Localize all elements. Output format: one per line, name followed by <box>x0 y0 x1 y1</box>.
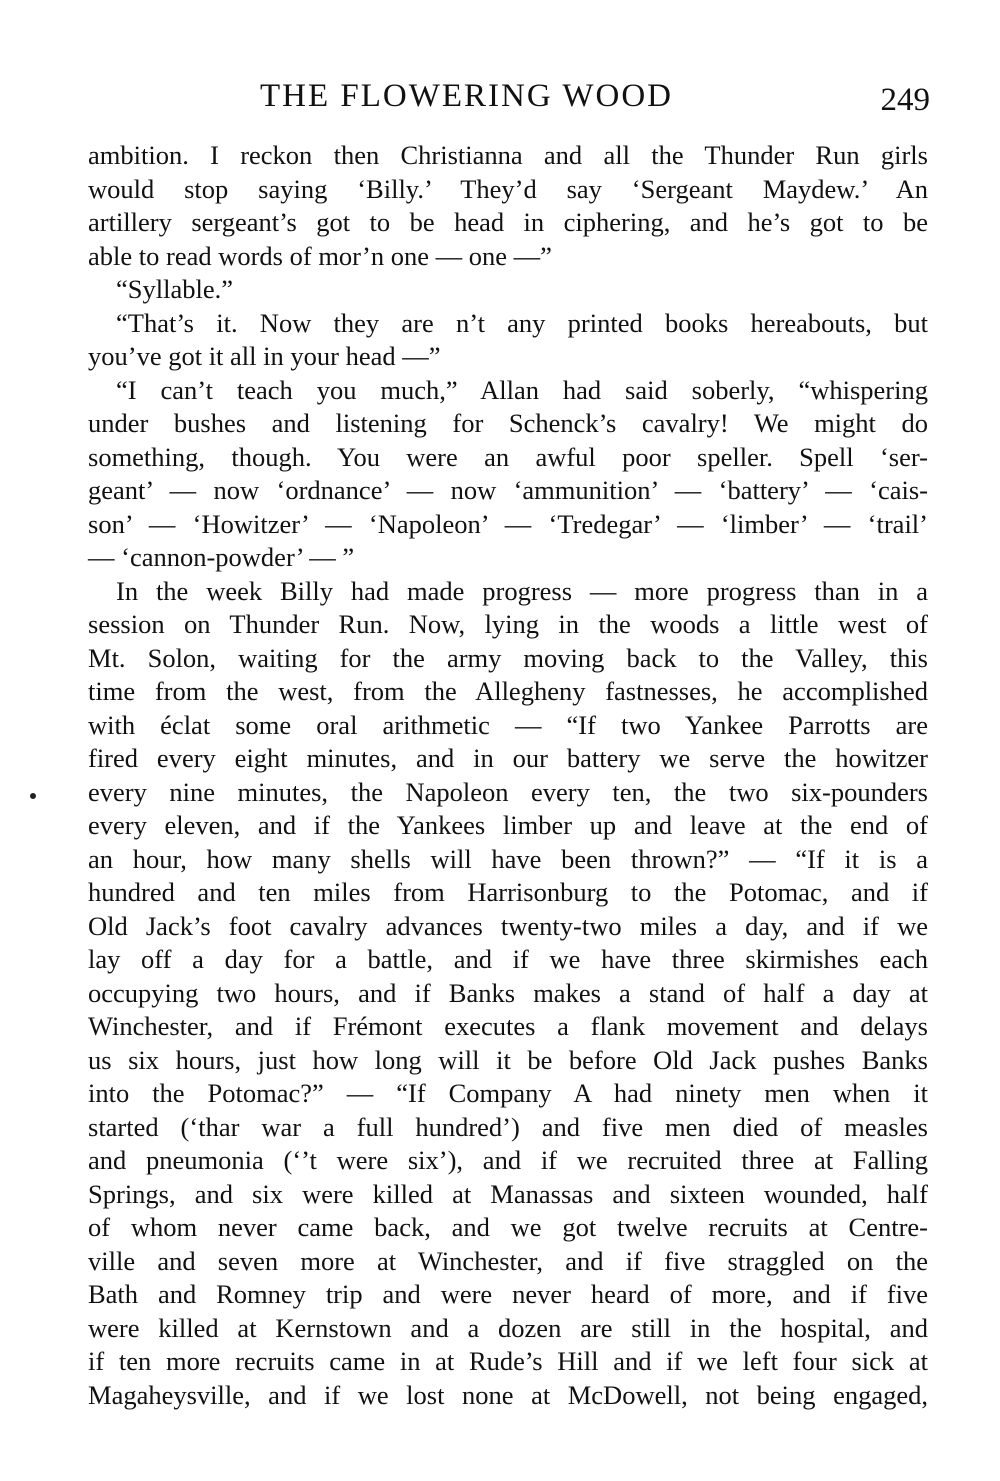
text-line: would stop saying ‘Billy.’ They’d say ‘Sergeant Maydew.’ An <box>88 173 928 204</box>
text-line: — ‘cannon-powder’ — ” <box>88 542 355 572</box>
text-line: geant’ — now ‘ordnance’ — now ‘ammunition’ — ‘battery’ — ‘cais- <box>88 475 928 505</box>
text-line: fired every eight minutes, and in our battery we serve the howitzer <box>88 743 928 773</box>
text-line: Old Jack’s foot cavalry advances twenty-two miles a day, and if we <box>88 910 928 941</box>
text-line: In the week Billy had made progress — more progress than in a <box>116 575 928 606</box>
text-line: of whom never came back, and we got twelve recruits at Centre- <box>88 1212 928 1242</box>
text-line: Winchester, and if Frémont executes a flank movement and delays <box>88 1011 928 1041</box>
text-line: hundred and ten miles from Harrisonburg to the Potomac, and if <box>88 877 928 907</box>
text-line: and pneumonia (‘’t were six’), and if we recruited three at Falling <box>88 1145 928 1175</box>
text-line: every nine minutes, the Napoleon every ten, the two six-pounders <box>88 776 928 807</box>
text-line: son’ — ‘Howitzer’ — ‘Napoleon’ — ‘Tredegar’ — ‘limber’ — ‘trail’ <box>88 508 928 539</box>
text-line: lay off a day for a battle, and if we have three skirmishes each <box>88 944 928 974</box>
text-line: if ten more recruits came in at Rude’s Hill and if we left four sick at <box>88 1346 928 1376</box>
text-line: an hour, how many shells will have been thrown?” — “If it is a <box>88 843 928 874</box>
text-line: “Syllable.” <box>116 274 233 304</box>
text-line: you’ve got it all in your head —” <box>88 341 441 371</box>
text-line: with éclat some oral arithmetic — “If two Yankee Parrotts are <box>88 709 928 740</box>
text-line: ville and seven more at Winchester, and if five straggled on the <box>88 1245 928 1276</box>
text-line: started (‘thar war a full hundred’) and five men died of measles <box>88 1111 928 1142</box>
text-line: able to read words of mor’n one — one —” <box>88 240 552 271</box>
text-line: Mt. Solon, waiting for the army moving back to the Valley, this <box>88 642 928 673</box>
text-line: every eleven, and if the Yankees limber up and leave at the end of <box>88 810 928 840</box>
page-header <box>88 74 930 118</box>
text-line: “I can’t teach you much,” Allan had said soberly, “whispering <box>116 374 928 405</box>
text-line: Magaheysville, and if we lost none at McDowell, not being engaged, <box>88 1379 928 1410</box>
text-line: something, though. You were an awful poor speller. Spell ‘ser- <box>88 441 928 472</box>
text-line: were killed at Kernstown and a dozen are still in the hospital, and <box>88 1312 928 1343</box>
text-line: occupying two hours, and if Banks makes a stand of half a day at <box>88 977 928 1008</box>
text-line: Bath and Romney trip and were never heard of more, and if five <box>88 1279 928 1309</box>
text-line: into the Potomac?” — “If Company A had ninety men when it <box>88 1078 928 1108</box>
running-title: THE FLOWERING WOOD <box>260 78 674 114</box>
text-line: artillery sergeant’s got to be head in ciphering, and he’s got to be <box>88 207 928 237</box>
text-line: “That’s it. Now they are n’t any printed books hereabouts, but <box>116 307 928 338</box>
text-line: under bushes and listening for Schenck’s cavalry! We might do <box>88 408 928 438</box>
text-line: ambition. I reckon then Christianna and all the Thunder Run girls <box>88 140 928 170</box>
text-line: us six hours, just how long will it be before Old Jack pushes Banks <box>88 1044 928 1075</box>
text-line: time from the west, from the Allegheny fastnesses, he accomplished <box>88 676 928 706</box>
text-line: Springs, and six were killed at Manassas and sixteen wounded, half <box>88 1178 928 1209</box>
page-number: 249 <box>880 82 930 118</box>
text-line: session on Thunder Run. Now, lying in the woods a little west of <box>88 609 928 639</box>
body-text <box>88 139 928 1412</box>
margin-mark <box>30 793 36 799</box>
